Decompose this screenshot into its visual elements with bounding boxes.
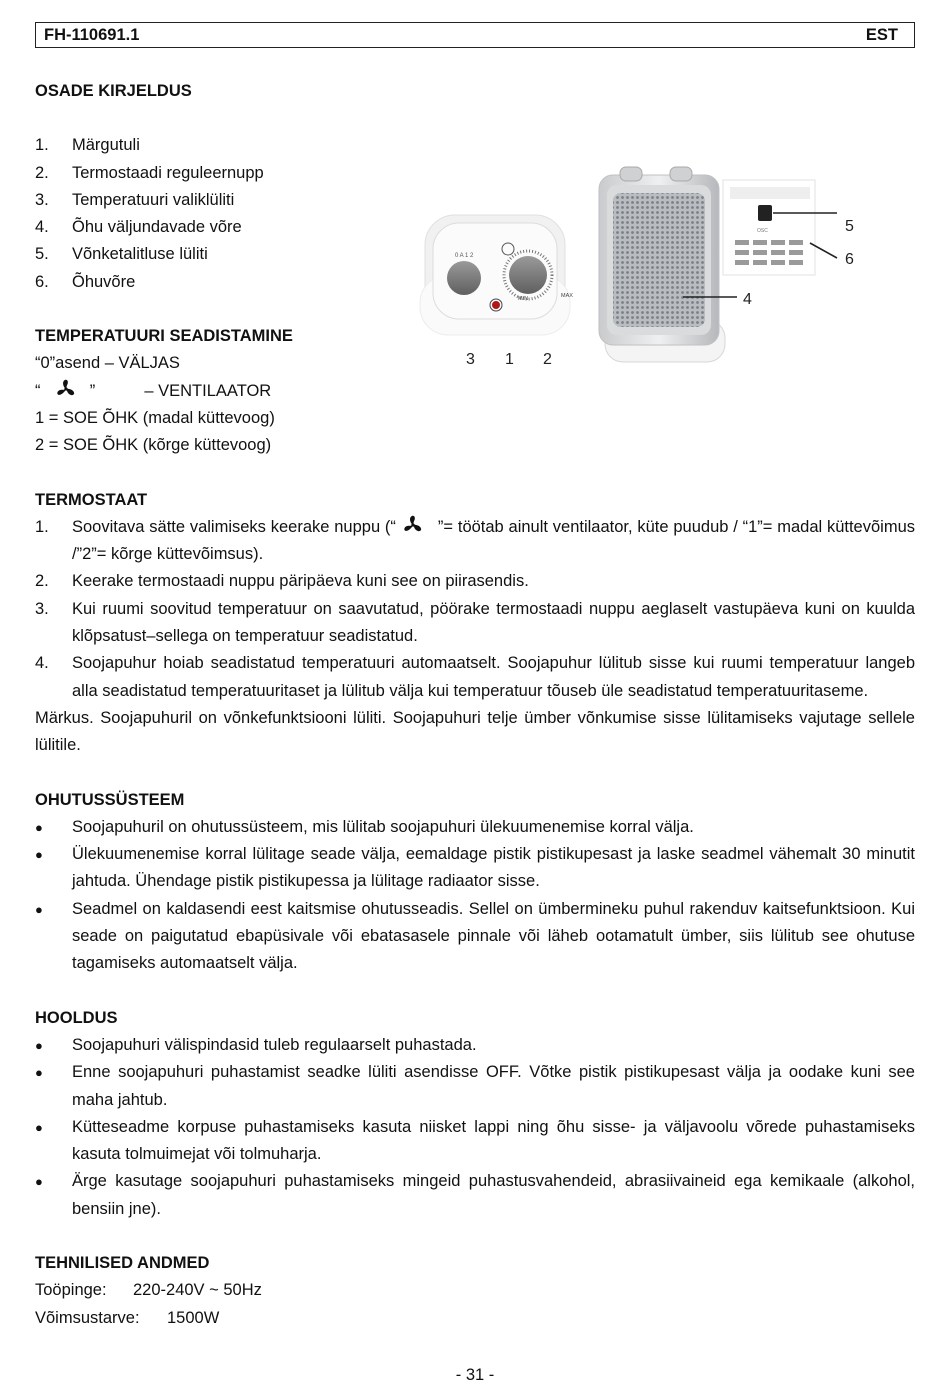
safety-title: OHUTUSSÜSTEEM (35, 790, 185, 809)
back-closeup (723, 180, 815, 275)
thermostat-note: Märkus. Soojapuhuril on võnkefunktsiooni lüliti. Soojapuhuri telje ümber võnkumise sisse lülitamiseks vajutage sellele lülitile. (35, 708, 915, 755)
list-item: 2. Termostaadi reguleernupp (35, 163, 264, 182)
list-item: 5. Võnketalitluse lüliti (35, 245, 208, 264)
thermostat-knob (509, 256, 547, 294)
temp-setting-fan: “ ” – VENTILAATOR (35, 378, 915, 405)
list-item: 3. Temperatuuri valiklüliti (35, 190, 235, 209)
fan-icon (402, 515, 424, 535)
page-header (35, 22, 915, 48)
callout-6: 6 (845, 251, 854, 268)
list-item: ● Soojapuhuril on ohutussüsteem, mis lülitab soojapuhuri ülekuumenemise korral välja. (35, 817, 694, 836)
thermostat-list (35, 514, 915, 705)
callout-3: 3 (466, 351, 475, 368)
temp-setting-low: 1 = SOE ÕHK (madal küttevoog) (35, 408, 275, 427)
heater-body (599, 167, 725, 362)
list-item: 4. Õhu väljundavade võre (35, 218, 242, 237)
list-item: ● Enne soojapuhuri puhastamist seadke lüliti asendisse OFF. Võtke pistik pistikupesast välja ja oodake kuni see maha jahtub. (35, 1063, 915, 1109)
list-item: 3. Kui ruumi soovitud temperatuur on saavutatud, pöörake termostaadi nuppu aeglaselt vastupäeva kuni on kuulda klõpsatust–sellega on temperatuur seadistatud. (35, 599, 915, 646)
parts-title: OSADE KIRJELDUS (35, 82, 192, 100)
spec-power: Võimsustarve: 1500W (35, 1308, 220, 1327)
thermostat-title: TERMOSTAAT (35, 490, 148, 509)
specs-title: TEHNILISED ANDMED (35, 1253, 210, 1272)
language-code: EST (865, 25, 898, 44)
indicator-light (492, 301, 500, 309)
temp-settings-title: TEMPERATUURI SEADISTAMINE (35, 327, 293, 346)
callout-4: 4 (743, 291, 752, 308)
list-item: ● Seadmel on kaldasendi eest kaitsmise ohutusseadis. Sellel on ümbermineku puhul rakenduv kaitsefunktsioon. Kui seade on paigutatud ebapüsivale või ebatasasele pinnale või läheb ootamatult ümber, siis lülitub see ohutuse tagamiseks automaatselt välja. (35, 899, 915, 973)
document-code: FH-110691.1 (44, 25, 140, 44)
page-number: - 31 - (455, 1366, 495, 1384)
control-panel-closeup (420, 215, 573, 335)
temp-setting-off: “0”asend – VÄLJAS (35, 354, 180, 373)
min-label: MIN (518, 296, 529, 302)
maintenance-title: HOOLDUS (35, 1008, 118, 1027)
list-item: ● Ärge kasutage soojapuhuri puhastamiseks mingeid puhastusvahendeid, abrasiivaineid ega kemikaale (alkohol, bensiin jne). (35, 1172, 915, 1218)
maintenance-list (35, 1032, 915, 1223)
list-item: 1. Märgutuli (35, 136, 140, 155)
callout-5: 5 (845, 218, 854, 235)
safety-list (35, 814, 915, 978)
max-label: MAX (561, 293, 573, 299)
svg-text:0 A 1 2: 0 A 1 2 (455, 253, 474, 259)
list-item: ● Kütteseadme korpuse puhastamiseks kasuta niisket lappi ning õhu sisse- ja väljavoolu võrede puhastamiseks kasuta tolmuimejat või tolmuharja. (35, 1117, 915, 1164)
spec-voltage: Toöpinge: 220-240V ~ 50Hz (35, 1281, 262, 1300)
callout-1: 1 (505, 351, 514, 368)
list-item: 6. Õhuvõre (35, 272, 136, 291)
fan-icon (55, 379, 77, 399)
heater-figure (385, 145, 875, 380)
callout-2: 2 (543, 351, 552, 368)
list-item: ● Soojapuhuri välispindasid tuleb regulaarselt puhastada. (35, 1035, 477, 1054)
list-item: 2. Keerake termostaadi nuppu päripäeva kuni see on piirasendis. (35, 572, 529, 591)
temp-setting-high: 2 = SOE ÕHK (kõrge küttevoog) (35, 436, 272, 455)
osc-label: OSC (757, 228, 768, 234)
list-item: ● Ülekuumenemise korral lülitage seade välja, eemaldage pistik pistikupesast ja laske seadmel vähemalt 30 minutit jahtuda. Ühendage pistik pistikupessa ja lülitage radiaator sisse. (35, 845, 915, 891)
list-item: 4. Soojapuhur hoiab seadistatud temperatuuri automaatselt. Soojapuhur lülitub sisse kui ruumi temperatuur langeb alla seadistatud temperatuuritaset ja lülitub välja kui temperatuur tõuseb üle seadistatud temperatuuritaseme. (35, 654, 915, 700)
temperature-selector-knob (447, 261, 481, 295)
list-item: 1. Soovitava sätte valimiseks keerake nuppu (“ ”= töötab ainult ventilaator, küte puudub / “1”= madal küttevõimus /”2”= kõrge küttevõimsus). (35, 514, 915, 569)
